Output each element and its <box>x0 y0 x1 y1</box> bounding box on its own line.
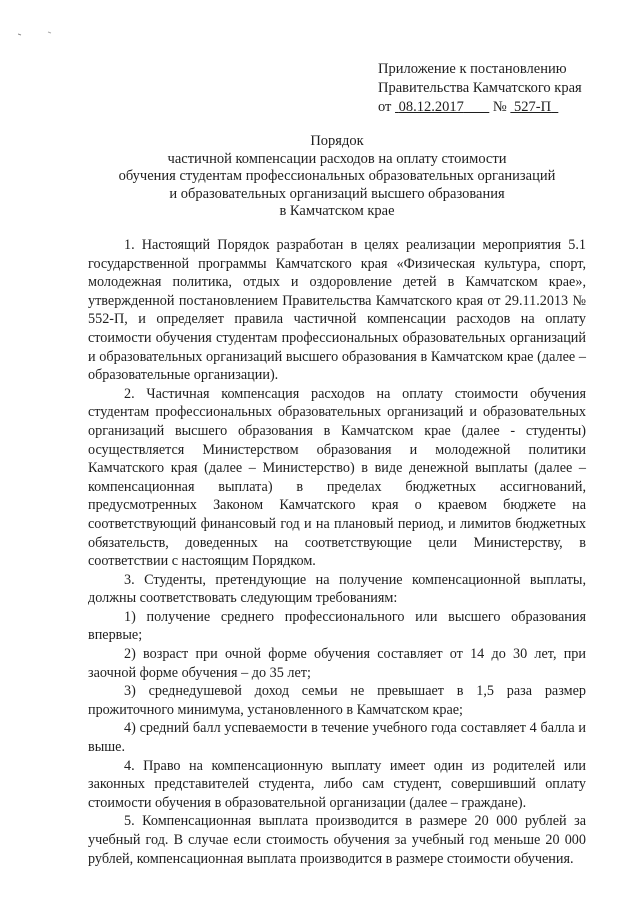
number-prefix: № <box>492 99 507 115</box>
appendix-date-line <box>378 98 582 117</box>
appendix-line-2: Правительства Камчатского края <box>378 80 582 96</box>
paragraph-2: 2. Частичная компенсация расходов на оплату стоимости обучения студентам профессиональных образовательных организаций и образовательных организаций высшего образования в Камчатском крае (далее - студенты) осуществляется Министерством образования и молодежной политики Камчатского края (далее – Министерство) в виде денежной выплаты (далее – компенсационная выплата) в пределах бюджетных ассигнований, предусмотренных Законом Камчатского края о краевом бюджете на соответствующий финансовый год и на плановый период, и лимитов бюджетных обязательств, доведенных на соответствующие цели Министерству, в соответствии с настоящим Порядком. <box>88 385 586 570</box>
title-line-2: частичной компенсации расходов на оплату стоимости <box>167 150 507 167</box>
requirement-4: 4) средний балл успеваемости в течение учебного года составляет 4 балла и выше. <box>88 720 586 756</box>
requirement-3: 3) среднедушевой доход семьи не превышает в 1,5 раза размер прожиточного минимума, установленного в Камчатском крае; <box>88 683 586 718</box>
title-line-5: в Камчатском крае <box>279 203 395 219</box>
document-title <box>88 133 586 221</box>
title-line-3: обучения студентам профессиональных образовательных организаций <box>118 168 556 184</box>
appendix-header <box>378 60 582 117</box>
title-line-4: и образовательных организаций высшего образования <box>169 185 505 202</box>
scan-mark <box>18 31 58 37</box>
paragraph-5: 5. Компенсационная выплата производится в размере 20 000 рублей за учебный год. В случае если стоимость обучения за учебный год меньше 20 000 рублей, компенсационная выплата производится в размере стоимости обучения. <box>88 813 586 867</box>
requirement-1: 1) получение среднего профессионального или высшего образования впервые; <box>88 608 586 644</box>
requirement-2: 2) возраст при очной форме обучения составляет от 14 до 30 лет, при заочной форме обучения – до 35 лет; <box>88 646 586 681</box>
appendix-line-1: Приложение к постановлению <box>378 61 567 77</box>
title-line-1: Порядок <box>310 133 364 149</box>
decree-number: 527-П <box>514 99 552 115</box>
document-body <box>88 236 586 868</box>
paragraph-4: 4. Право на компенсационную выплату имеет один из родителей или законных представителей студента, либо сам студент, совершивший оплату стоимости обучения в образовательной организации (далее – граждане). <box>88 757 586 811</box>
decree-date: 08.12.2017 <box>398 99 464 115</box>
paragraph-1: 1. Настоящий Порядок разработан в целях реализации мероприятия 5.1 государственной программы Камчатского края «Физическая культура, спорт, молодежная политика, отдых и оздоровление детей в Камчатском крае», утвержденной постановлением Правительства Камчатского края от 29.11.2013 № 552-П, и определяет правила частичной компенсации расходов на оплату стоимости обучения студентам профессиональных образовательных организаций и образовательных организаций высшего образования в Камчатском крае (далее – образовательные организации). <box>88 237 586 384</box>
date-prefix: от <box>378 99 392 115</box>
paragraph-3: 3. Студенты, претендующие на получение компенсационной выплаты, должны соответствовать следующим требованиям: <box>88 571 586 607</box>
